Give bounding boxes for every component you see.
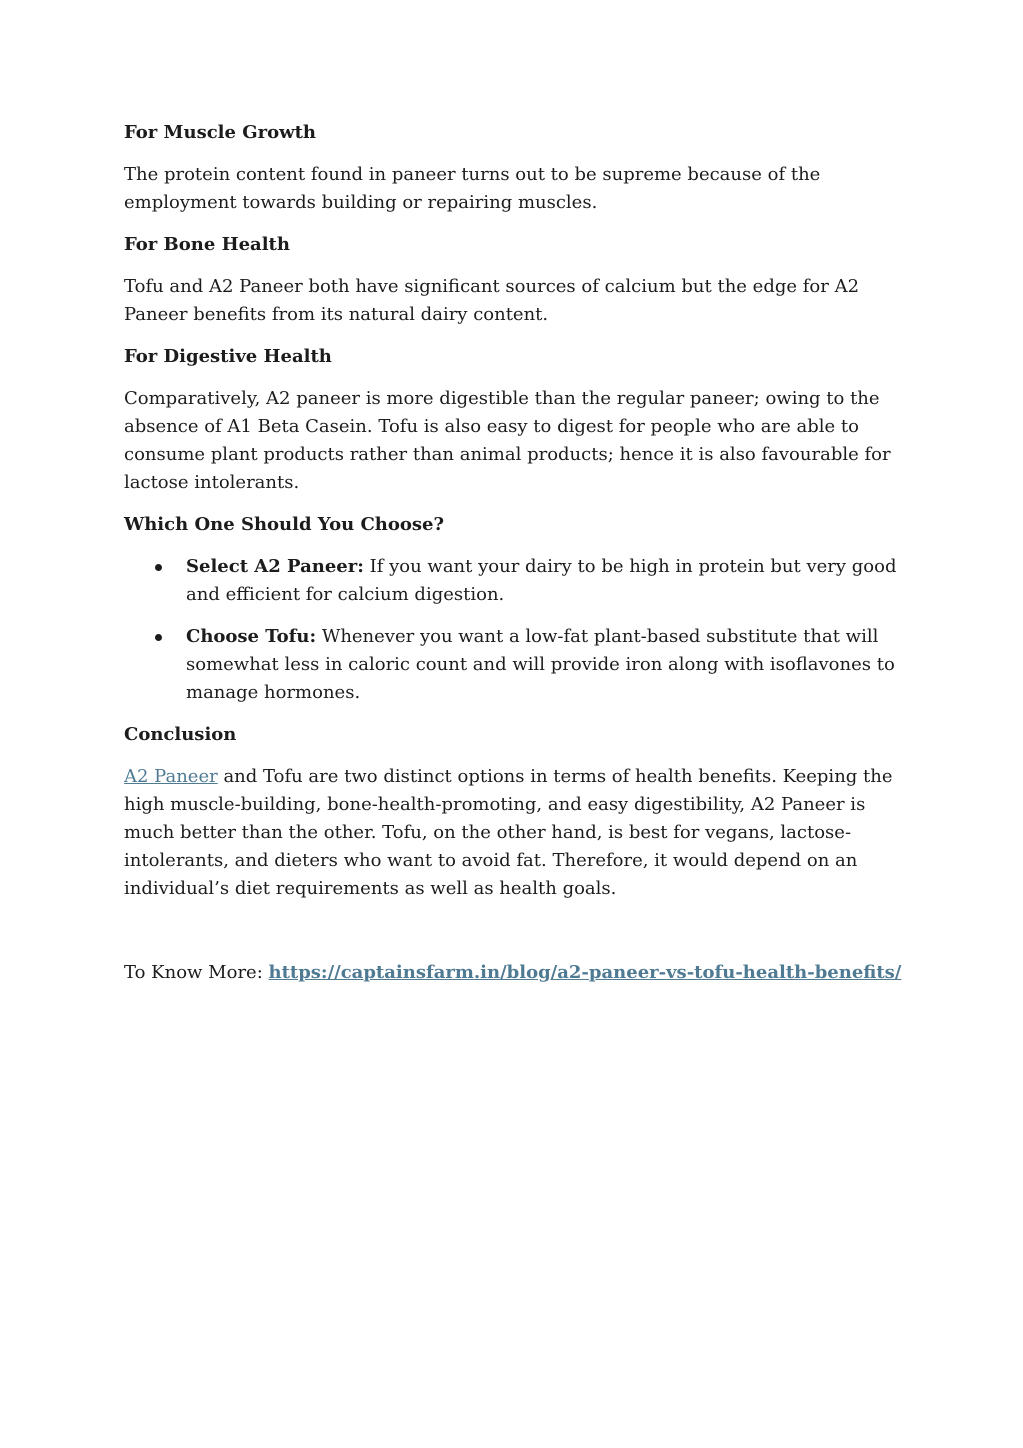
bullet-icon: [155, 564, 162, 571]
a2-paneer-link[interactable]: A2 Paneer: [124, 766, 218, 787]
list-item: [124, 553, 904, 609]
list-item-label: Choose Tofu:: [186, 626, 317, 647]
spacer: [124, 917, 904, 959]
heading-which-one: Which One Should You Choose?: [124, 514, 445, 535]
list-item: [124, 623, 904, 707]
source-url-link[interactable]: https://captainsfarm.in/blog/a2-paneer-vs-tofu-health-benefits/: [268, 962, 902, 983]
heading-bone-health: For Bone Health: [124, 234, 290, 255]
heading-muscle-growth: For Muscle Growth: [124, 122, 316, 143]
heading-digestive-health: For Digestive Health: [124, 346, 332, 367]
footer-prefix: To Know More:: [124, 962, 269, 983]
conclusion-text: and Tofu are two distinct options in terms of health benefits. Keeping the high muscle-building, bone-health-promoting, and easy digestibility, A2 Paneer is much better than the other. Tofu, on the other hand, is best for vegans, lactose-intolerants, and dieters who want to avoid fat. Therefore, it would depend on an individual’s diet requirements as well as health goals.: [124, 766, 893, 899]
bullet-icon: [155, 634, 162, 641]
footer-know-more: [124, 959, 904, 987]
heading-conclusion: Conclusion: [124, 724, 237, 745]
paragraph-muscle-growth: The protein content found in paneer turns out to be supreme because of the employment towards building or repairing muscles.: [124, 164, 821, 213]
document-page: [124, 119, 904, 1001]
list-item-text: If you want your dairy to be high in protein but very good and efficient for calcium digestion.: [186, 556, 897, 605]
paragraph-bone-health: Tofu and A2 Paneer both have significant sources of calcium but the edge for A2 Paneer benefits from its natural dairy content.: [124, 276, 860, 325]
choice-list: [124, 553, 904, 707]
list-item-label: Select A2 Paneer:: [186, 556, 364, 577]
paragraph-conclusion: [124, 763, 904, 903]
paragraph-digestive-health: Comparatively, A2 paneer is more digestible than the regular paneer; owing to the absence of A1 Beta Casein. Tofu is also easy to digest for people who are able to consume plant products rather than animal products; hence it is also favourable for lactose intolerants.: [124, 388, 891, 493]
list-item-text: Whenever you want a low-fat plant-based substitute that will somewhat less in caloric count and will provide iron along with isoflavones to manage hormones.: [186, 626, 895, 703]
